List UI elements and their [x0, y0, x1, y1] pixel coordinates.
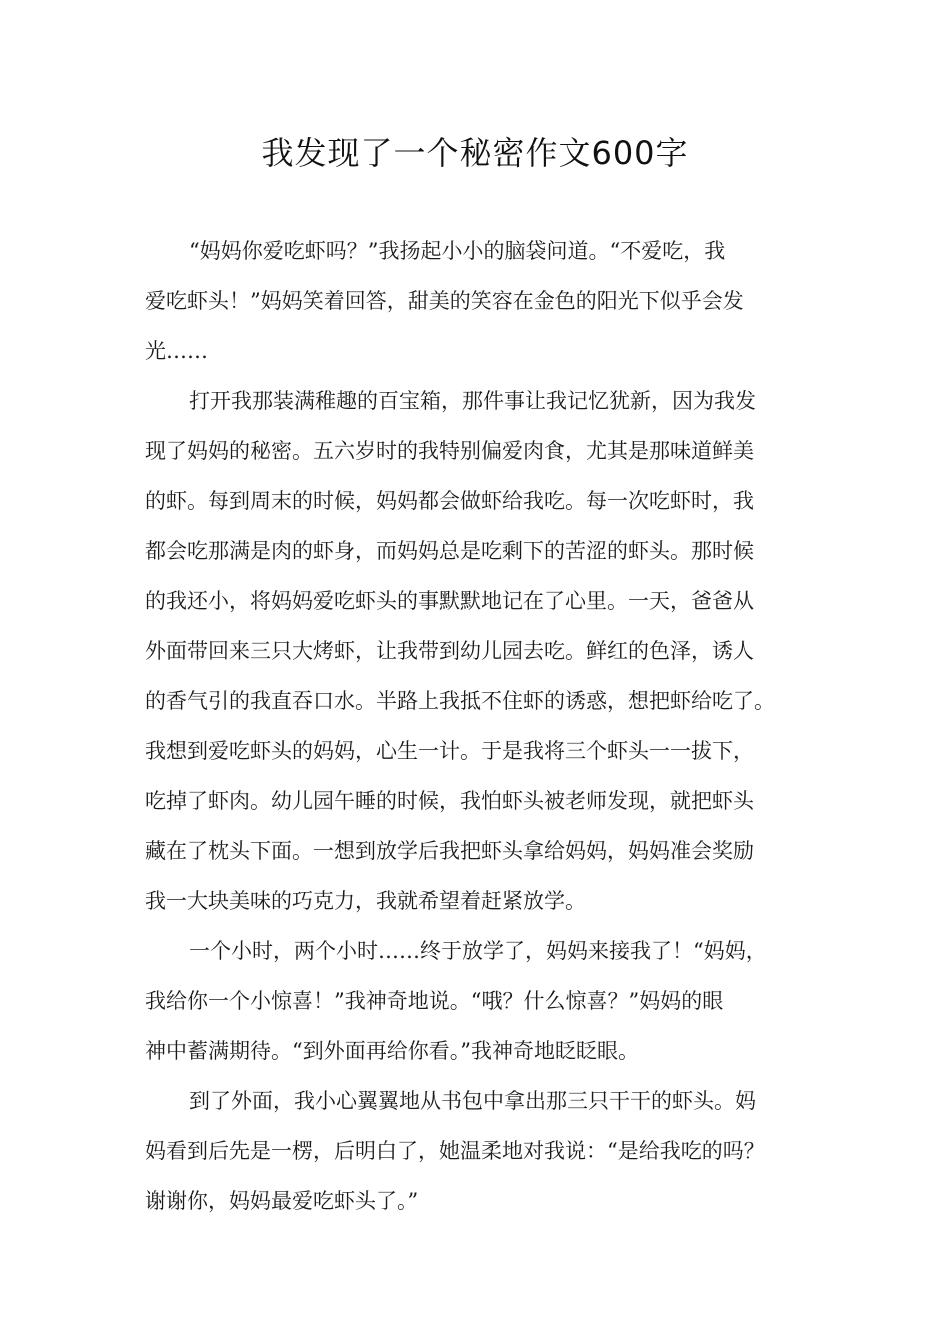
paragraph-1 — [145, 226, 821, 376]
paragraph-line: 的虾。每到周末的时候，妈妈都会做虾给我吃。每一次吃虾时，我 — [145, 489, 754, 513]
paragraph-line: 我想到爱吃虾头的妈妈，心生一计。于是我将三个虾头一一拔下， — [145, 739, 754, 763]
paragraph-line: 的我还小，将妈妈爱吃虾头的事默默地记在了心里。一天，爸爸从 — [145, 589, 754, 613]
paragraph-line: 现了妈妈的秘密。五六岁时的我特别偏爱肉食，尤其是那味道鲜美 — [145, 439, 754, 463]
paragraph-3 — [145, 926, 821, 1076]
paragraph-line: 神中蓄满期待。“到外面再给你看。”我神奇地眨眨眼。 — [145, 1039, 639, 1063]
paragraph-line: 我一大块美味的巧克力，我就希望着赶紧放学。 — [145, 889, 586, 913]
paragraph-line: 吃掉了虾肉。幼儿园午睡的时候，我怕虾头被老师发现，就把虾头 — [145, 789, 754, 813]
paragraph-line: 谢谢你，妈妈最爱吃虾头了。” — [145, 1189, 419, 1213]
paragraph-2 — [145, 376, 821, 926]
paragraph-line: 爱吃虾头！”妈妈笑着回答，甜美的笑容在金色的阳光下似乎会发 — [145, 289, 744, 313]
paragraph-line: “妈妈你爱吃虾吗？”我扬起小小的脑袋问道。“不爱吃，我 — [189, 239, 726, 263]
paragraph-line: 到了外面，我小心翼翼地从书包中拿出那三只干干的虾头。妈 — [189, 1089, 756, 1113]
paragraph-line: 藏在了枕头下面。一想到放学后我把虾头拿给妈妈，妈妈准会奖励 — [145, 839, 754, 863]
paragraph-line: 外面带回来三只大烤虾，让我带到幼儿园去吃。鲜红的色泽，诱人 — [145, 639, 754, 663]
document-body — [145, 226, 821, 1226]
paragraph-line: 的香气引的我直吞口水。半路上我抵不住虾的诱惑，想把虾给吃了。 — [145, 689, 775, 713]
paragraph-line: 打开我那装满稚趣的百宝箱，那件事让我记忆犹新，因为我发 — [189, 389, 756, 413]
document-title: 我发现了一个秘密作文600字 — [261, 134, 689, 172]
paragraph-line: 妈看到后先是一楞，后明白了，她温柔地对我说：“是给我吃的吗？ — [145, 1139, 765, 1163]
paragraph-line: 一个小时，两个小时……终于放学了，妈妈来接我了！“妈妈， — [189, 939, 767, 963]
paragraph-line: 都会吃那满是肉的虾身，而妈妈总是吃剩下的苦涩的虾头。那时候 — [145, 539, 754, 563]
paragraph-line: 光…… — [145, 339, 208, 363]
paragraph-line: 我给你一个小惊喜！”我神奇地说。“哦？什么惊喜？”妈妈的眼 — [145, 989, 724, 1013]
paragraph-4 — [145, 1076, 821, 1226]
